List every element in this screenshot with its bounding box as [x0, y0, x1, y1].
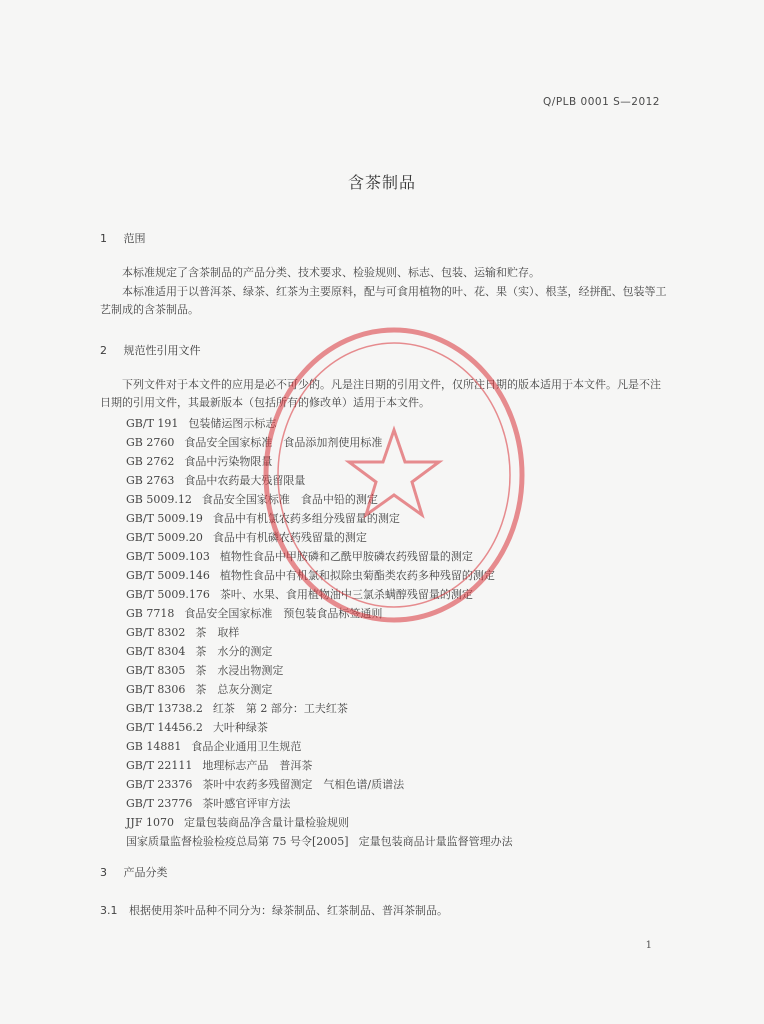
section-title: 范围: [123, 232, 146, 245]
reference-name: 茶 水分的测定: [195, 645, 273, 658]
reference-item: [126, 642, 513, 661]
reference-code: GB/T 22111: [126, 759, 193, 772]
reference-name: 食品中有机磷农药残留量的测定: [212, 531, 367, 544]
reference-code: GB/T 8302: [126, 626, 186, 639]
reference-item: [126, 490, 513, 509]
reference-name: 大叶种绿茶: [212, 721, 268, 734]
reference-item: [126, 680, 513, 699]
reference-item: [126, 509, 513, 528]
reference-name: 红茶 第 2 部分：工夫红茶: [212, 702, 348, 715]
section-number: 1: [100, 232, 107, 245]
reference-code: GB/T 14456.2: [126, 721, 203, 734]
reference-code: GB/T 5009.20: [126, 531, 203, 544]
scope-paragraph-1: 本标准规定了含茶制品的产品分类、技术要求、检验规则、标志、包装、运输和贮存。: [122, 266, 540, 279]
section-heading-scope: [100, 230, 146, 246]
reference-item: [126, 528, 513, 547]
reference-item: [126, 699, 513, 718]
reference-code: GB/T 5009.19: [126, 512, 203, 525]
reference-code: GB 2762: [126, 455, 175, 468]
reference-code: GB/T 5009.103: [126, 550, 210, 563]
reference-list: [126, 414, 513, 851]
reference-item: [126, 585, 513, 604]
section-number: 3: [100, 866, 107, 879]
clause-text: 根据使用茶叶品种不同分为：绿茶制品、红茶制品、普洱茶制品。: [129, 904, 448, 917]
standard-code: Q/PLB 0001 S—2012: [543, 96, 660, 108]
reference-name: 茶 取样: [195, 626, 240, 639]
page-number: 1: [645, 940, 652, 951]
reference-name: 定量包装商品计量监督管理办法: [358, 835, 513, 848]
reference-code: GB 2763: [126, 474, 175, 487]
scope-paragraph-2: 本标准适用于以普洱茶、绿茶、红茶为主要原料，配与可食用植物的叶、花、果（实）、根茎，经拼配、包装等工艺制成的含茶制品。: [100, 285, 667, 316]
reference-name: 食品中农药最大残留限量: [184, 474, 306, 487]
reference-code: GB 7718: [126, 607, 175, 620]
reference-name: 定量包装商品净含量计量检验规则: [183, 816, 349, 829]
reference-name: 茶叶感官评审方法: [202, 797, 291, 810]
reference-name: 茶叶、水果、食用植物油中三氯杀螨醇残留量的测定: [219, 588, 473, 601]
reference-item: [126, 718, 513, 737]
reference-name: 食品中有机氯农药多组分残留量的测定: [212, 512, 400, 525]
section-heading-classification: [100, 864, 168, 880]
reference-item: [126, 775, 513, 794]
reference-item: [126, 604, 513, 623]
reference-code: 国家质量监督检验检疫总局第 75 号令[2005]: [126, 835, 349, 848]
reference-code: GB/T 5009.146: [126, 569, 210, 582]
section-number: 2: [100, 344, 107, 357]
reference-code: GB 5009.12: [126, 493, 192, 506]
reference-item: [126, 566, 513, 585]
reference-item: [126, 832, 513, 851]
clause-number: 3.1: [100, 904, 118, 917]
reference-item: [126, 623, 513, 642]
reference-code: GB 14881: [126, 740, 182, 753]
reference-item: [126, 471, 513, 490]
reference-item: [126, 452, 513, 471]
reference-code: GB/T 23376: [126, 778, 193, 791]
reference-name: 茶 水浸出物测定: [195, 664, 284, 677]
reference-item: [126, 737, 513, 756]
reference-item: [126, 661, 513, 680]
reference-name: 食品安全国家标准 预包装食品标签通则: [184, 607, 383, 620]
reference-code: JJF 1070: [126, 816, 174, 829]
reference-item: [126, 813, 513, 832]
reference-code: GB 2760: [126, 436, 175, 449]
section-heading-references: [100, 342, 201, 358]
reference-name: 地理标志产品 普洱茶: [202, 759, 313, 772]
section-title: 规范性引用文件: [123, 344, 201, 357]
reference-name: 食品中污染物限量: [184, 455, 273, 468]
reference-name: 包装储运图示标志: [188, 417, 277, 430]
document-title: 含茶制品: [347, 173, 416, 192]
reference-item: [126, 756, 513, 775]
reference-name: 食品安全国家标准 食品添加剂使用标准: [184, 436, 383, 449]
reference-code: GB/T 23776: [126, 797, 193, 810]
reference-code: GB/T 8306: [126, 683, 186, 696]
clause-3-1: [100, 902, 448, 918]
reference-name: 茶叶中农药多残留测定 气相色谱/质谱法: [202, 778, 405, 791]
reference-name: 茶 总灰分测定: [195, 683, 273, 696]
reference-code: GB/T 8305: [126, 664, 186, 677]
reference-code: GB/T 191: [126, 417, 179, 430]
reference-item: [126, 433, 513, 452]
reference-item: [126, 414, 513, 433]
reference-name: 食品企业通用卫生规范: [191, 740, 302, 753]
reference-code: GB/T 5009.176: [126, 588, 210, 601]
reference-name: 植物性食品中甲胺磷和乙酰甲胺磷农药残留量的测定: [219, 550, 473, 563]
references-intro: 下列文件对于本文件的应用是必不可少的。凡是注日期的引用文件，仅所注日期的版本适用于本文件。凡是不注日期的引用文件，其最新版本（包括所有的修改单）适用于本文件。: [100, 378, 661, 409]
reference-code: GB/T 8304: [126, 645, 186, 658]
reference-item: [126, 547, 513, 566]
reference-code: GB/T 13738.2: [126, 702, 203, 715]
reference-item: [126, 794, 513, 813]
reference-name: 食品安全国家标准 食品中铅的测定: [201, 493, 378, 506]
section-title: 产品分类: [123, 866, 168, 879]
reference-name: 植物性食品中有机氯和拟除虫菊酯类农药多种残留的测定: [219, 569, 495, 582]
